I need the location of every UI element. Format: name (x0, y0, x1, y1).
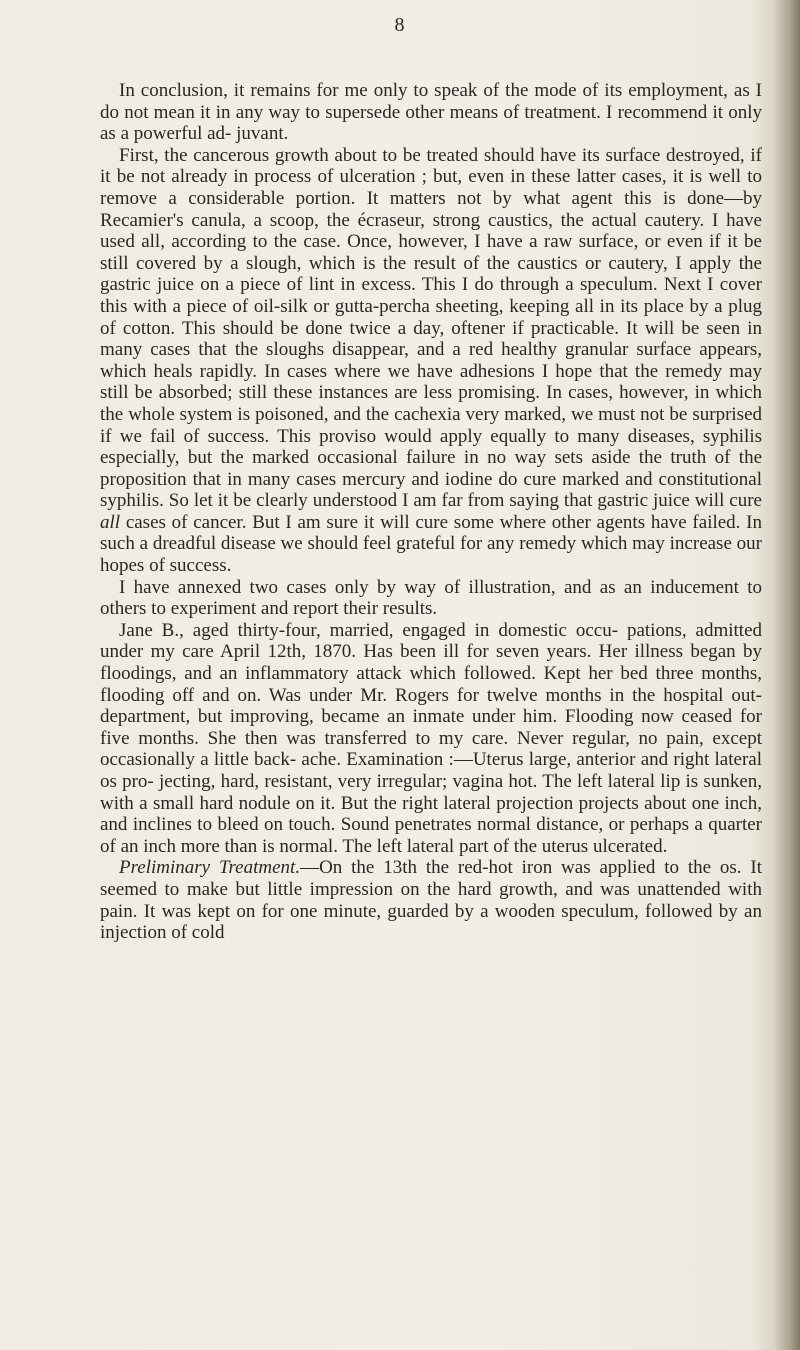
paragraph-preliminary-text: —On the 13th the red-hot iron was applied to the os. It seemed to make but little impression on the hard growth, and was unattended with pain. It was kept on for one minute, guarded by a wooden speculum, followed by an injection of cold (100, 857, 763, 944)
paragraph-conclusion: In conclusion, it remains for me only to speak of the mode of its employment, as I do not mean it in any way to supersede other means of treatment. I recommend it only as a powerful ad- juvant. (100, 80, 762, 145)
paragraph-method-text: First, the cancerous growth about to be treated should have its surface destroyed, if it be not already in process of ulceration ; but, even in these latter cases, it is well to remove a considerable portion. It matters not by what agent this is done—by Recamier's canula, a scoop, the écraseur, strong caustics, the actual cautery. I have used all, according to the case. Once, however, I have a raw surface, or even if it be still covered by a slough, which is the result of the caustics or cautery, I apply the gastric juice on a piece of lint in excess. This I do through a speculum. Next I cover this with a piece of oil-silk or gutta-percha sheeting, keeping all in its place by a plug of cotton. This should be done twice a day, oftener if practicable. It will be seen in many cases that the sloughs disappear, and a red healthy granular surface appears, which heals rapidly. In cases where we have adhesions I hope that the remedy may still be absorbed; still these instances are less promising. In cases, however, in which the whole system is poisoned, and the cachexia very marked, we must not be surprised if we fail of success. This proviso would apply equally to many diseases, syphilis especially, but the marked occasional failure in no way sets aside the truth of the proposition that in many cases mercury and iodine do cure marked and constitutional syphilis. So let it be clearly understood I am far from saying that gastric juice will cure (100, 144, 762, 512)
paragraph-annexed-cases: I have annexed two cases only by way of illustration, and as an inducement to others to experiment and report their results. (100, 576, 762, 620)
paragraph-method (100, 145, 762, 577)
heading-preliminary-treatment: Preliminary Treatment. (119, 857, 301, 879)
page-number: 8 (394, 14, 406, 36)
paragraph-preliminary-treatment (100, 857, 762, 943)
page-edge-shadow (774, 0, 800, 1350)
paragraph-case-jane: Jane B., aged thirty-four, married, engaged in domestic occu- pations, admitted under my care April 12th, 1870. Has been ill for seven years. Her illness began by floodings, and an inflammatory attack which followed. Kept her bed three months, flooding off and on. Was under Mr. Rogers for twelve months in the hospital out-department, but improving, became an inmate under him. Flooding now ceased for five months. She then was transferred to my care. Never regular, no pain, except occasionally a little back- ache. Examination :—Uterus large, anterior and right lateral os pro- jecting, hard, resistant, very irregular; vagina hot. The left lateral lip is sunken, with a small hard nodule on it. But the right lateral projection projects about one inch, and inclines to bleed on touch. Sound penetrates normal distance, or perhaps a quarter of an inch more than is normal. The left lateral part of the uterus ulcerated. (100, 619, 762, 857)
body-text (100, 80, 762, 944)
paragraph-method-continued: cases of cancer. But I am sure it will cure some where other agents have failed. In such a dreadful disease we should feel grateful for any remedy which may increase our hopes of success. (100, 511, 762, 577)
emphasis-all: all (100, 511, 121, 533)
